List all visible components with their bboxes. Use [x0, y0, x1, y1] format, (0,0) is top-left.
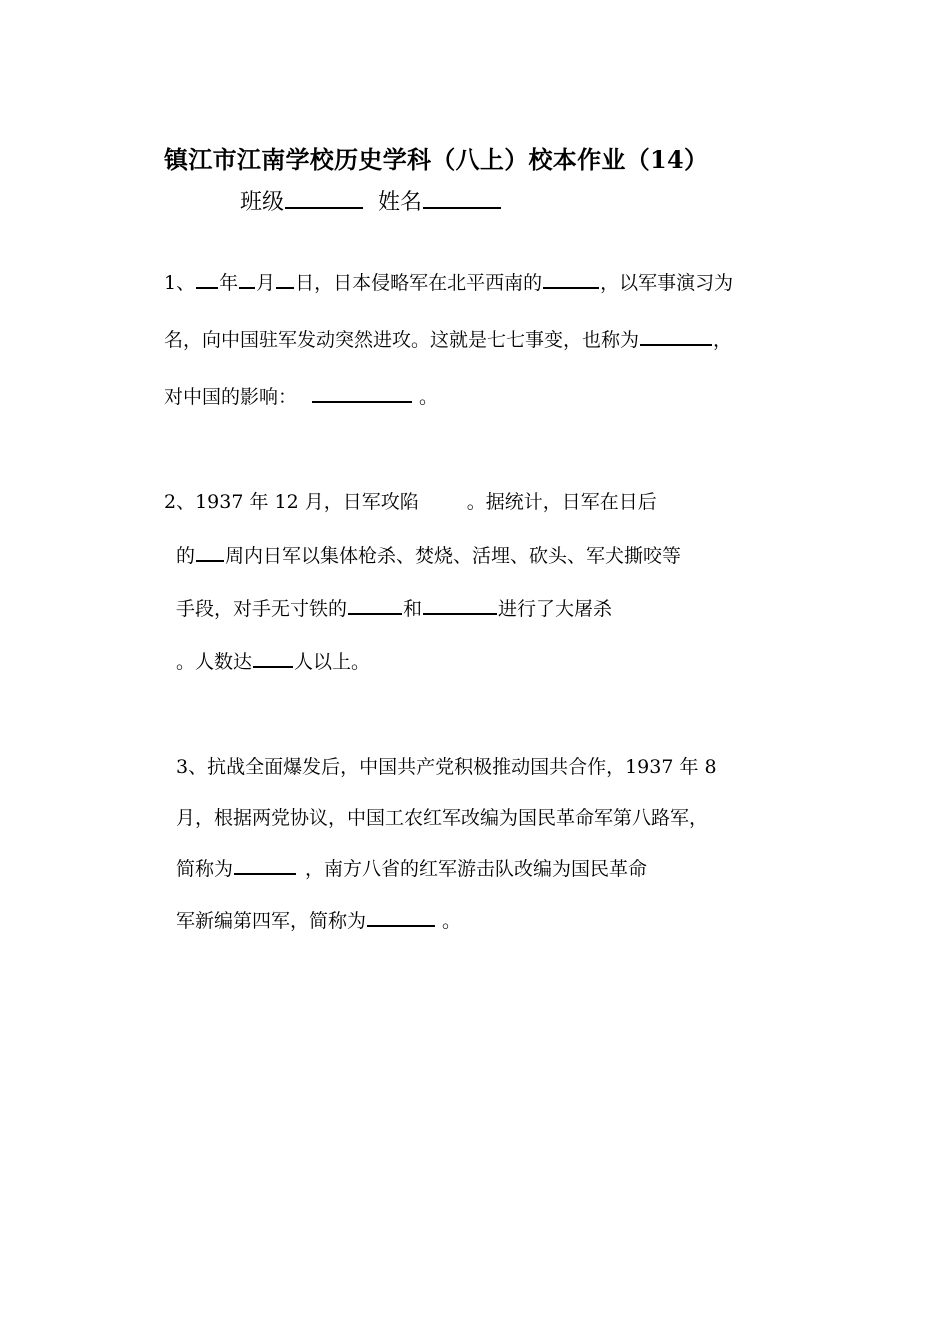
q2-count-blank[interactable]	[253, 648, 293, 668]
q2-text: 手段，对手无寸铁的	[176, 598, 348, 620]
q3-eighth-route-blank[interactable]	[234, 855, 296, 875]
q2-text: 人以上。	[294, 651, 371, 673]
class-blank[interactable]	[285, 189, 363, 209]
q1-text: 日，日本侵略军在北平西南的	[295, 272, 543, 294]
q2-line-2	[176, 541, 681, 571]
q3-line-3	[176, 854, 647, 884]
q1-text: 年	[219, 272, 239, 294]
q2-text: 的	[176, 545, 196, 567]
q2-text: 周内日军以集体枪杀、焚烧、活埋、砍头、军犬撕咬等	[225, 545, 682, 567]
q2-line-3	[176, 594, 612, 624]
q3-text: 军新编第四军，简称为	[176, 910, 367, 932]
q1-impact-blank[interactable]	[312, 383, 412, 403]
class-label: 班级	[240, 190, 285, 215]
q1-text: 名，向中国驻军发动突然进攻。这就是七七事变，也称为	[164, 329, 640, 351]
q3-line-2: 月，根据两党协议，中国工农红军改编为国民革命军第八路军，	[176, 807, 709, 829]
q1-day-blank[interactable]	[276, 269, 294, 289]
q1-line-3	[164, 382, 438, 412]
q2-text: 。据统计，日军在日后	[466, 491, 657, 513]
worksheet-title: 镇江市江南学校历史学科（八上）校本作业（14）	[164, 145, 709, 174]
q1-text: 月	[256, 272, 276, 294]
q3-text: 简称为	[176, 858, 234, 880]
q2-text: 和	[403, 598, 423, 620]
q2-victims-blank-2[interactable]	[423, 595, 497, 615]
name-blank[interactable]	[423, 189, 501, 209]
q1-month-blank[interactable]	[239, 269, 255, 289]
q3-line-1: 3、抗战全面爆发后，中国共产党积极推动国共合作，1937 年 8	[176, 756, 717, 778]
q1-incident-name-blank[interactable]	[640, 326, 712, 346]
q1-year-blank[interactable]	[196, 269, 218, 289]
q2-text: 进行了大屠杀	[498, 598, 613, 620]
q1-text: 对中国的影响：	[164, 386, 298, 408]
q1-text: ，	[713, 329, 733, 351]
q3-line-4	[176, 906, 461, 936]
q2-victims-blank-1[interactable]	[348, 595, 402, 615]
q1-location-blank[interactable]	[543, 269, 599, 289]
q3-text: ，南方八省的红军游击队改编为国民革命	[305, 858, 648, 880]
student-info-line	[240, 186, 502, 220]
q3-text: 。	[442, 910, 462, 932]
name-label: 姓名	[378, 190, 423, 215]
q1-text: ，以军事演习为	[600, 272, 734, 294]
q3-new-fourth-blank[interactable]	[367, 907, 435, 927]
q2-line-4	[176, 647, 370, 677]
q2-text: 。人数达	[176, 651, 253, 673]
q1-text: 。	[419, 386, 439, 408]
q1-line-1	[164, 268, 733, 298]
q1-line-2	[164, 325, 732, 355]
q2-weeks-blank[interactable]	[196, 542, 224, 562]
q1-number: 1、	[164, 272, 196, 294]
q2-line-1	[164, 487, 657, 517]
q2-text: 2、1937 年 12 月，日军攻陷	[164, 491, 419, 513]
